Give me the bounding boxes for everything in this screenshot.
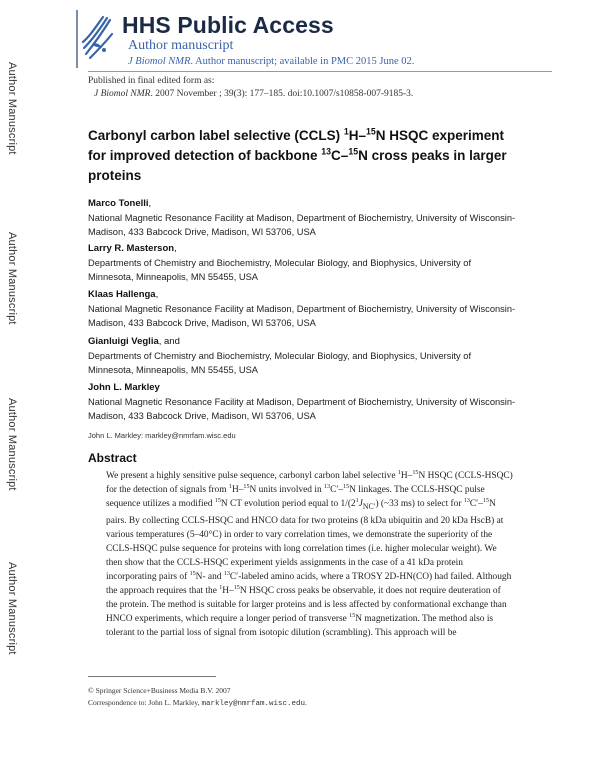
side-label-author-manuscript: Author Manuscript xyxy=(6,232,18,325)
side-label-author-manuscript: Author Manuscript xyxy=(6,398,18,491)
correspondence-note: Correspondence to: John L. Markley, markley@nmrfam.wisc.edu. xyxy=(88,698,307,708)
header-rule xyxy=(88,71,552,72)
author-affiliation: Departments of Chemistry and Biochemistry, Molecular Biology, and Biophysics, University of Minnesota, Minneapolis, MN 55455, USA xyxy=(88,351,472,375)
citation-journal: J Biomol NMR xyxy=(94,89,151,99)
journal-name: J Biomol NMR xyxy=(128,56,191,67)
author-manuscript-label: Author manuscript xyxy=(128,38,234,53)
published-label: Published in final edited form as: xyxy=(88,76,215,86)
author-name: Marco Tonelli, xyxy=(88,198,152,209)
hhs-public-access-title: HHS Public Access xyxy=(122,12,334,38)
author-name: Gianluigi Veglia, and xyxy=(88,336,180,347)
footnote-rule xyxy=(88,676,216,677)
side-label-author-manuscript: Author Manuscript xyxy=(6,562,18,655)
author-affiliation: National Magnetic Resonance Facility at Madison, Department of Biochemistry, University of Wisconsin-Madison, 433 Babcock Drive, Madison, WI 53706, USA xyxy=(88,304,516,328)
side-label-author-manuscript: Author Manuscript xyxy=(6,62,18,155)
article-title: Carbonyl carbon label selective (CCLS) $^1$H–$^{15}$N HSQC experiment for improved detection of backbone $^{13}$C–$^{15}$N cross peaks in larger proteins xyxy=(88,126,507,183)
journal-availability-line xyxy=(128,56,414,67)
header-divider xyxy=(76,10,78,68)
author-name: Larry R. Masterson, xyxy=(88,243,177,254)
author-contact: John L. Markley: markley@nmrfam.wisc.edu xyxy=(88,431,236,440)
author-affiliation: National Magnetic Resonance Facility at Madison, Department of Biochemistry, University of Wisconsin-Madison, 433 Babcock Drive, Madison, WI 53706, USA xyxy=(88,397,516,421)
copyright-notice: © Springer Science+Business Media B.V. 2007 xyxy=(88,686,231,695)
citation-line xyxy=(94,89,413,99)
abstract-text: We present a highly sensitive pulse sequence, carbonyl carbon label selective $^1$H–$^{15}$N HSQC (CCLS-HSQC) for the detection of signals from $^1$H–$^{15}$N units involved in $^{13}$C′–$^{15}$N linkages. The CCLS-HSQC pulse sequence utilizes a modified $^{15}$N CT evolution period equal to $1/(2^1J_{NC'})$ (~33 ms) to select for $^{13}$C′–$^{15}$N pairs. By collecting CCLS-HSQC and HNCO data for two proteins (8 kDa ubiquitin and 20 kDa HscB) at various temperatures (5–40°C) in order to vary correlation times, we demonstrate the superiority of the CCLS-HSQC pulse sequence for proteins with long correlation times (i.e. higher molecular weight). We then show that the CCLS-HSQC experiment yields assignments in the case of a 41 kDa protein incorporating pairs of $^{15}$N- and $^{13}$C′-labeled amino acids, where a TROSY 2D-HN(CO) had failed. Although the approach requires that the $^1$H–$^{15}$N HSQC cross peaks be observable, it does not require deuteration of the protein. The method is suitable for larger proteins and is less affected by conformational exchange than HNCO experiments, which require a longer period of transverse $^{15}$N magnetization. The method also is tolerant to the partial loss of signal from isotopic dilution (scrambling). This approach will be xyxy=(106,469,513,638)
author-affiliation: Departments of Chemistry and Biochemistry, Molecular Biology, and Biophysics, University of Minnesota, Minneapolis, MN 55455, USA xyxy=(88,258,472,282)
author-name: John L. Markley xyxy=(88,382,160,393)
availability-text: . Author manuscript; available in PMC 2015 June 02. xyxy=(190,56,415,67)
correspondence-email[interactable]: markley@nmrfam.wisc.edu xyxy=(201,700,305,708)
hhs-eagle-logo-icon xyxy=(80,14,114,62)
author-name: Klaas Hallenga, xyxy=(88,289,159,300)
abstract-heading: Abstract xyxy=(88,451,137,465)
citation-details: . 2007 November ; 39(3): 177–185. doi:10.1007/s10858-007-9185-3. xyxy=(150,89,414,99)
author-affiliation: National Magnetic Resonance Facility at Madison, Department of Biochemistry, University of Wisconsin-Madison, 433 Babcock Drive, Madison, WI 53706, USA xyxy=(88,213,516,237)
